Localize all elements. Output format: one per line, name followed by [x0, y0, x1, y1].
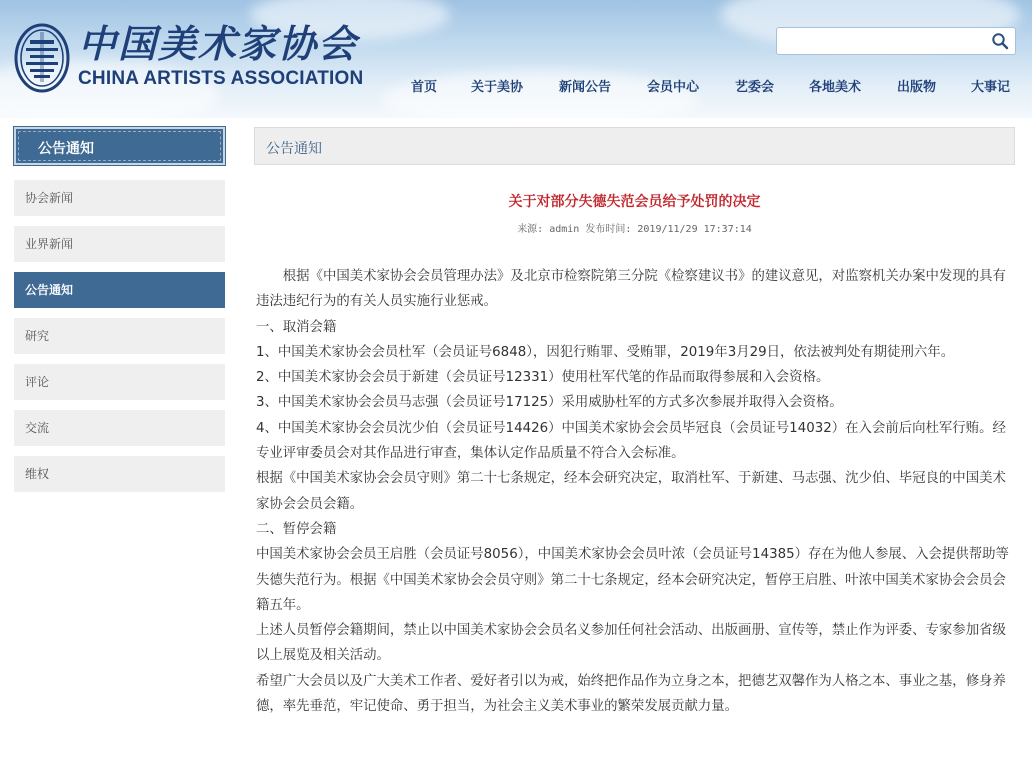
- article-paragraph: 一、取消会籍: [256, 319, 337, 335]
- logo-chinese-name: 中国美术家协会: [78, 21, 359, 66]
- search-box: [776, 27, 1016, 55]
- sidebar-item-industry-news[interactable]: 业界新闻: [14, 226, 225, 262]
- article-paragraph: 二、暂停会籍: [256, 521, 337, 537]
- nav-item-home[interactable]: 首页: [411, 80, 438, 95]
- section-title: 公告通知: [266, 141, 322, 157]
- nav-item-regional-arts[interactable]: 各地美术: [809, 80, 862, 95]
- article-paragraph: 上述人员暂停会籍期间，禁止以中国美术家协会会员名义参加任何社会活动、出版画册、宣传等，禁止作为评委、专家参加省级以上展览及相关活动。: [256, 623, 1006, 664]
- search-input[interactable]: [783, 31, 983, 51]
- article-paragraph: 3、中国美术家协会会员马志强（会员证号17125）采用威胁杜军的方式多次参展并取得入会资格。: [256, 395, 843, 411]
- sidebar-header: [14, 127, 225, 165]
- article-title: 关于对部分失德失范会员给予处罚的决定: [508, 194, 761, 210]
- section-header: [254, 127, 1015, 165]
- article-paragraph: 中国美术家协会会员王启胜（会员证号8056），中国美术家协会会员叶浓（会员证号14385）存在为他人参展、入会提供帮助等失德失范行为。根据《中国美术家协会会员守则》第二十七条规定，经本会研究决定，暂停王启胜、叶浓中国美术家协会会员会籍五年。: [256, 547, 1009, 613]
- nav-item-chronicle[interactable]: 大事记: [971, 80, 1011, 95]
- site-logo[interactable]: [14, 22, 363, 94]
- nav-item-publications[interactable]: 出版物: [897, 80, 937, 95]
- article-paragraph: 根据《中国美术家协会会员守则》第二十七条规定，经本会研究决定，取消杜军、于新建、马志强、沈少伯、毕冠良的中国美术家协会会员会籍。: [256, 471, 1006, 512]
- nav-item-news[interactable]: 新闻公告: [559, 80, 612, 95]
- article-meta: 来源: admin 发布时间: 2019/11/29 17:37:14: [517, 224, 752, 235]
- article-paragraph: 希望广大会员以及广大美术工作者、爱好者引以为戒，始终把作品作为立身之本，把德艺双馨作为人格之本、事业之基，修身养德，率先垂范，牢记使命、勇于担当，为社会主义美术事业的繁荣发展贡献力量。: [256, 673, 1006, 715]
- sidebar-item-research[interactable]: 研究: [14, 318, 225, 354]
- article-paragraph: 2、中国美术家协会会员于新建（会员证号12331）使用杜军代笔的作品而取得参展和入会资格。: [256, 370, 830, 386]
- article-paragraph: 1、中国美术家协会会员杜军（会员证号6848），因犯行贿罪、受贿罪，2019年3月29日，依法被判处有期徒刑六年。: [256, 344, 955, 360]
- site-header: [0, 0, 1032, 118]
- sidebar-item-rights[interactable]: 维权: [14, 456, 225, 492]
- association-emblem-icon: [14, 22, 70, 94]
- sidebar-item-association-news[interactable]: 协会新闻: [14, 180, 225, 216]
- nav-item-member-center[interactable]: 会员中心: [647, 80, 700, 95]
- article-body: [256, 264, 1015, 719]
- sidebar-title: 公告通知: [38, 141, 94, 157]
- sidebar-item-announcements[interactable]: 公告通知: [14, 272, 225, 308]
- nav-item-about[interactable]: 关于美协: [471, 80, 524, 95]
- sidebar-item-exchange[interactable]: 交流: [14, 410, 225, 446]
- nav-item-art-committee[interactable]: 艺委会: [735, 80, 775, 95]
- article-paragraph: 4、中国美术家协会会员沈少伯（会员证号14426）中国美术家协会会员毕冠良（会员证号14032）在入会前后向杜军行贿。经专业评审委员会对其作品进行审查，集体认定作品质量不符合入会标准。: [256, 420, 1006, 462]
- article-paragraph: 根据《中国美术家协会会员管理办法》及北京市检察院第三分院《检察建议书》的建议意见，对监察机关办案中发现的具有违法违纪行为的有关人员实施行业惩戒。: [256, 269, 1006, 310]
- search-icon[interactable]: [991, 32, 1009, 50]
- logo-english-name: CHINA ARTISTS ASSOCIATION: [78, 68, 364, 89]
- sidebar-item-review[interactable]: 评论: [14, 364, 225, 400]
